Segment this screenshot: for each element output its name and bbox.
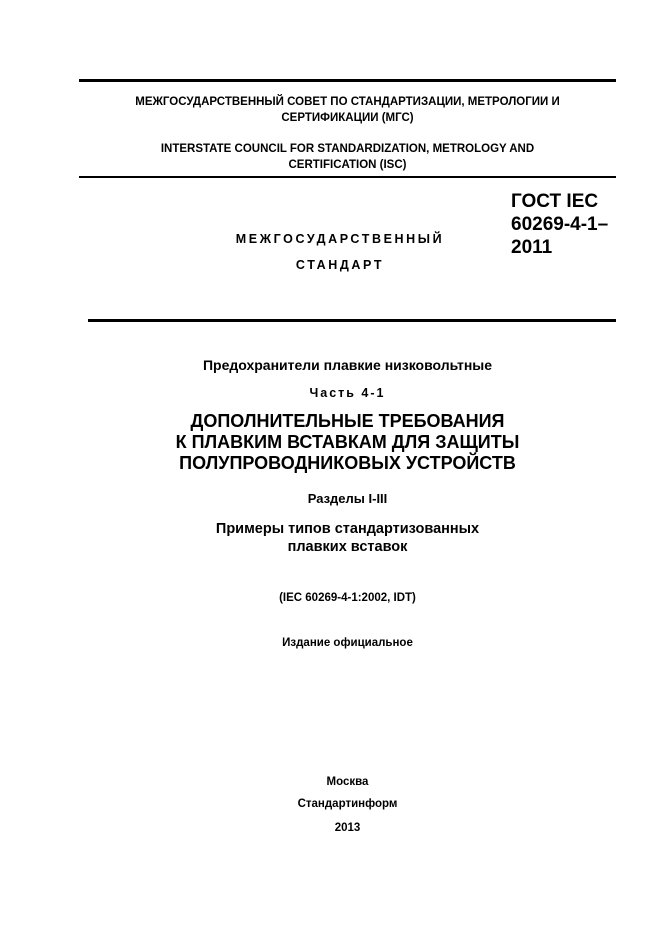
top-rule bbox=[79, 79, 616, 82]
imprint-city: Москва bbox=[326, 776, 369, 788]
series-title: Предохранители плавкие низковольтные bbox=[202, 357, 493, 373]
main-title-line-2: К ПЛАВКИМ ВСТАВКАМ ДЛЯ ЗАЩИТЫ bbox=[175, 432, 520, 452]
standard-code-line-2: 60269-4-1– bbox=[511, 214, 609, 235]
council-ru-line-1: МЕЖГОСУДАРСТВЕННЫЙ СОВЕТ ПО СТАНДАРТИЗАЦИИ, МЕТРОЛОГИИ И bbox=[135, 96, 560, 108]
standard-type-line-1: МЕЖГОСУДАРСТВЕННЫЙ bbox=[235, 232, 445, 246]
council-en-line-2: CERTIFICATION (ISC) bbox=[288, 159, 407, 171]
edition-label: Издание официальное bbox=[282, 637, 413, 649]
bottom-rule bbox=[88, 319, 616, 322]
standard-type-line-2: СТАНДАРТ bbox=[295, 258, 385, 272]
imprint-publisher: Стандартинформ bbox=[297, 798, 398, 810]
standard-code bbox=[511, 190, 631, 259]
iec-reference: (IEC 60269-4-1:2002, IDT) bbox=[279, 592, 416, 604]
standard-code-line-1: ГОСТ IEC bbox=[511, 191, 599, 212]
middle-rule bbox=[79, 176, 616, 178]
sections-label: Разделы I-III bbox=[307, 491, 388, 506]
standard-type bbox=[200, 226, 480, 278]
examples-line-1: Примеры типов стандартизованных bbox=[215, 521, 480, 537]
imprint-year: 2013 bbox=[334, 822, 361, 834]
main-title-line-1: ДОПОЛНИТЕЛЬНЫЕ ТРЕБОВАНИЯ bbox=[190, 411, 505, 431]
council-name-en bbox=[110, 141, 585, 173]
examples-title bbox=[79, 520, 616, 556]
council-en-line-1: INTERSTATE COUNCIL FOR STANDARDIZATION, METROLOGY AND bbox=[160, 143, 535, 155]
standard-code-line-3: 2011 bbox=[511, 237, 553, 258]
examples-line-2: плавких вставок bbox=[287, 539, 408, 555]
council-ru-line-2: СЕРТИФИКАЦИИ (МГС) bbox=[281, 112, 414, 124]
part-number: Часть 4-1 bbox=[309, 386, 386, 400]
council-name-ru bbox=[79, 94, 616, 126]
main-title-line-3: ПОЛУПРОВОДНИКОВЫХ УСТРОЙСТВ bbox=[179, 453, 516, 473]
main-title bbox=[79, 411, 616, 474]
